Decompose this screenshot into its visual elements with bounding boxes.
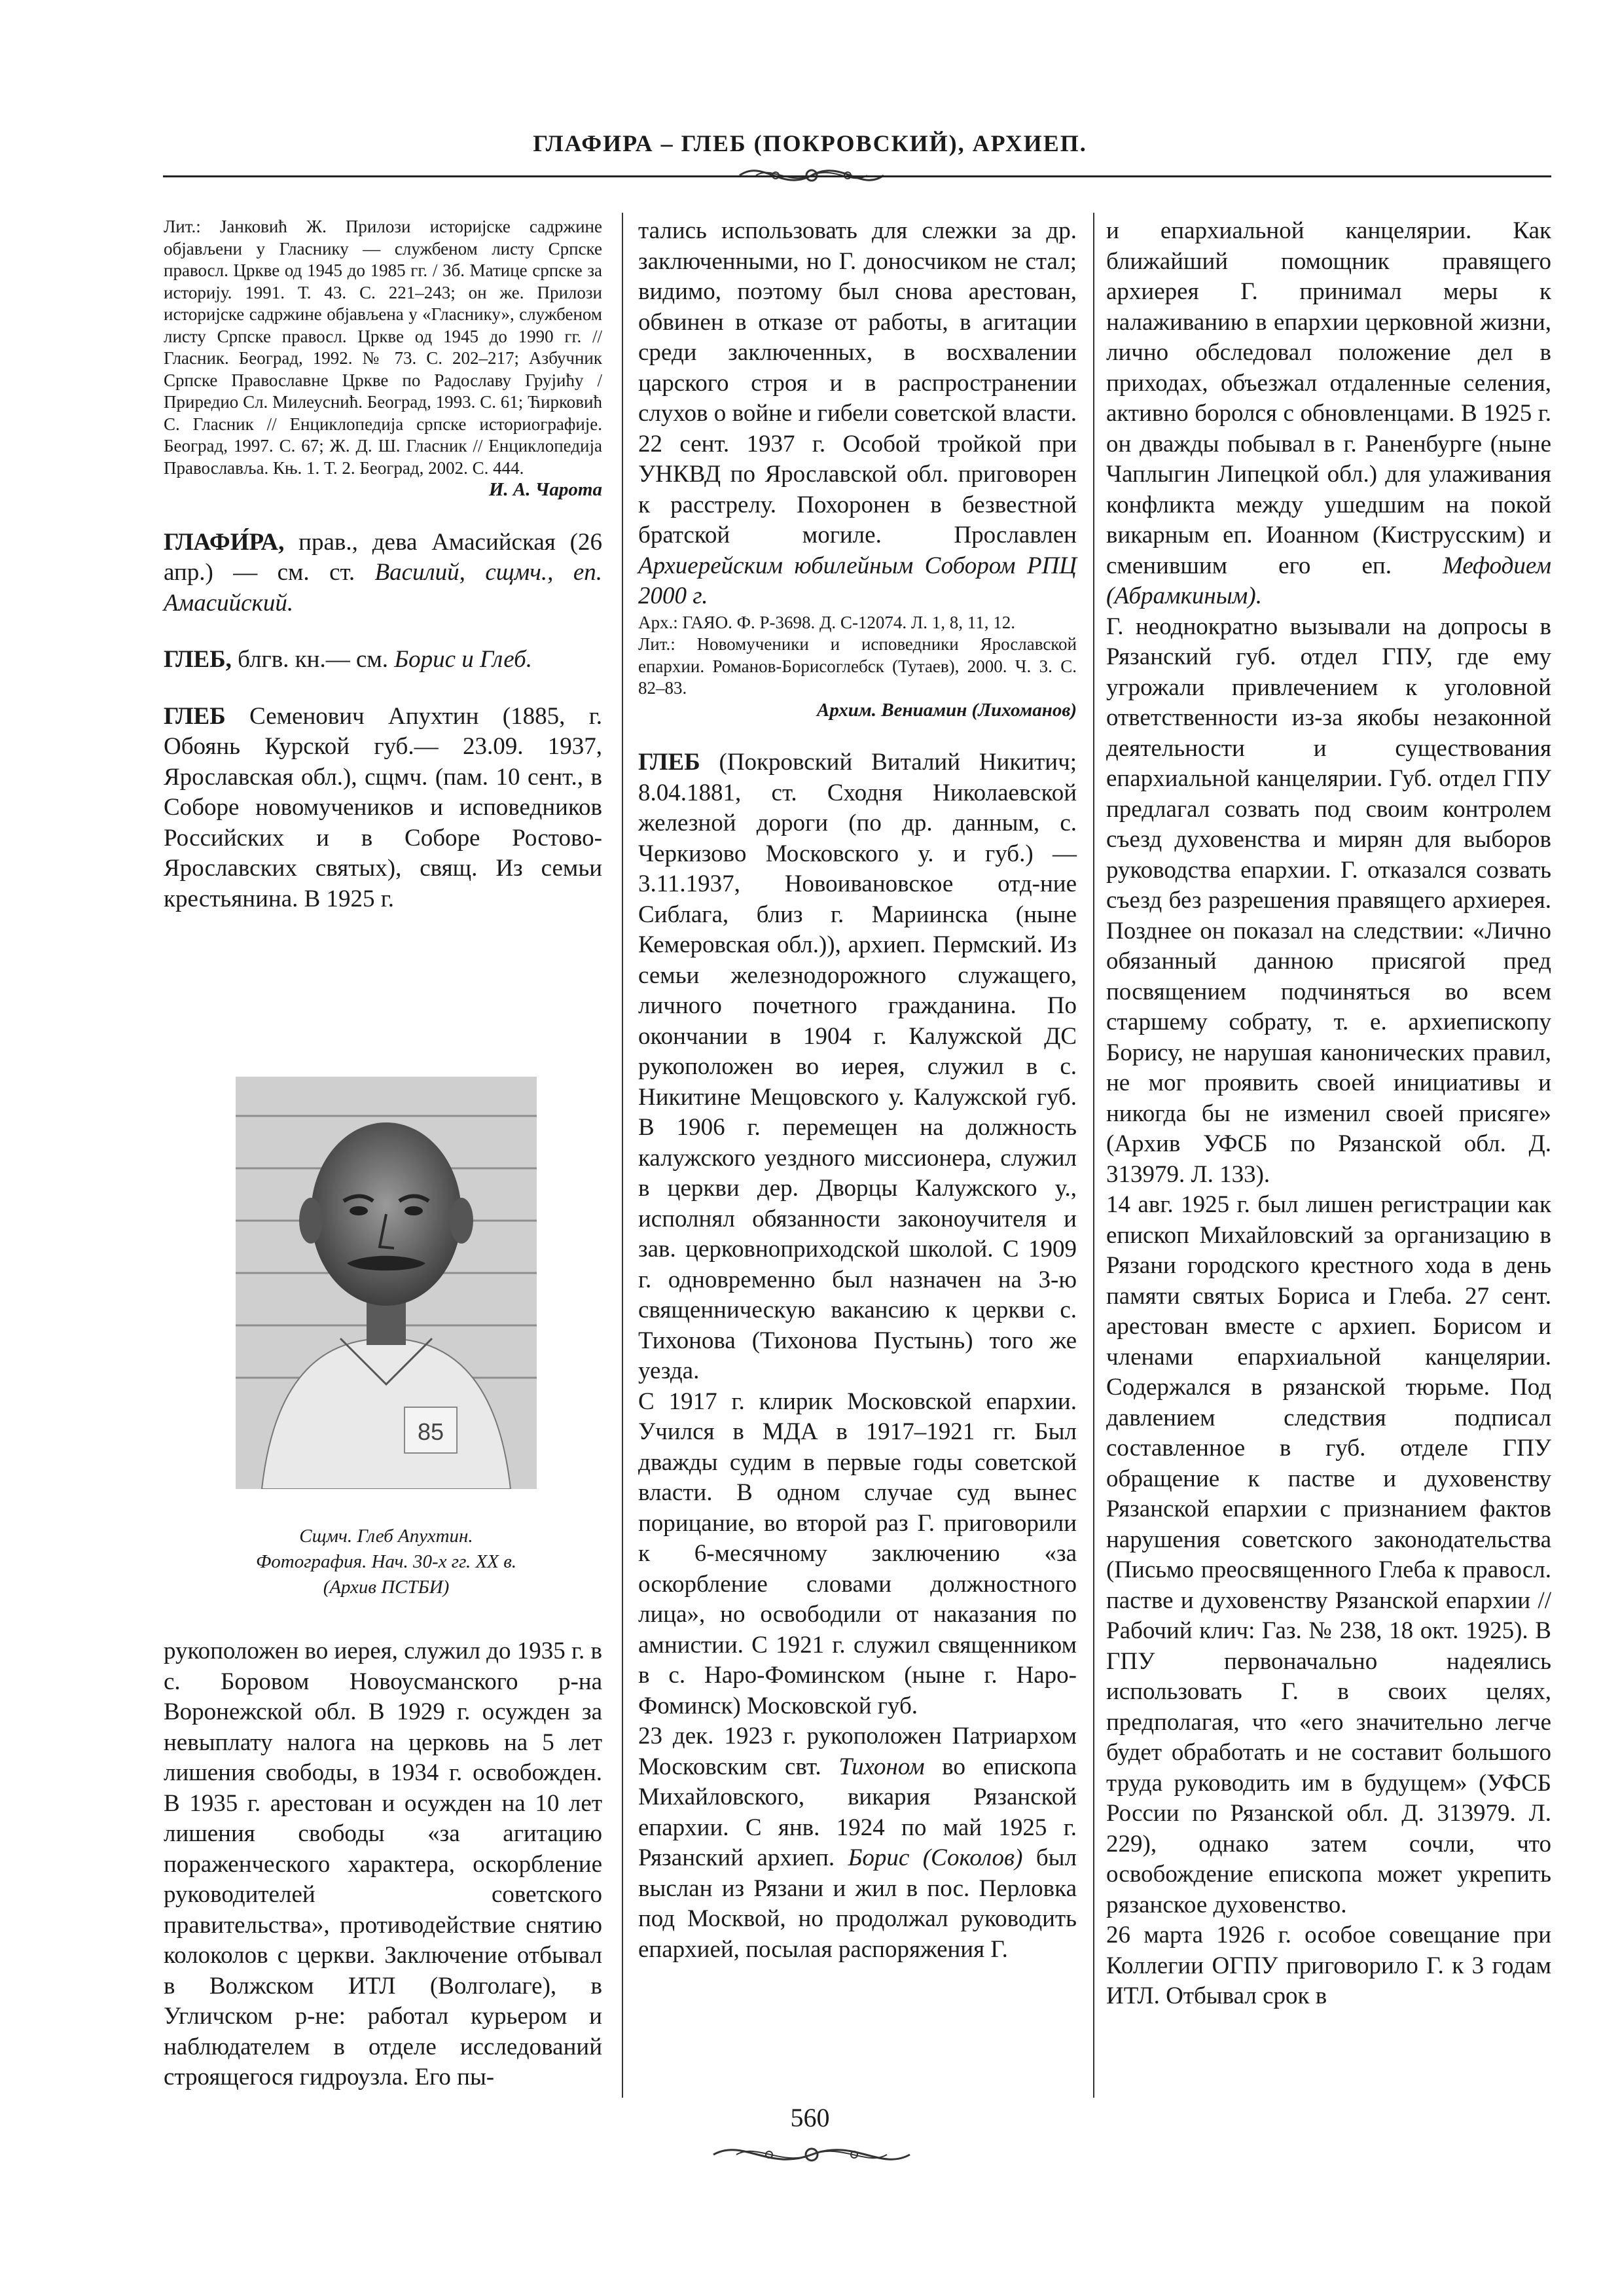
entry-text: Семенович Апухтин (1885, г. Обоянь Курской губ.— 23.09. 1937, Ярославская обл.), сщмч. (пам. 10 сент., в Соборе новомучеников и исповедников Российских и в Соборе Ростово-Ярославских святых), свящ. Из семьи крестьянина. В 1925 г. [164,702,602,912]
entry-headword: ГЛЕБ [638,749,700,776]
header-rule [163,175,1551,177]
entry-text: (Покровский Виталий Никитич; 8.04.1881, ст. Сходня Николаевской железной дороги (по др. данным, с. Черкизово Московского у. и губ.) — 3.11.1937, Новоивановское отд-ние Сиблага, близ г. Мариинска (ныне Кемеровская обл.)), архиеп. Пермский. Из семьи железнодорожного служащего, личного почетного гражданина. По окончании в 1904 г. Калужской ДС рукоположен во иерея, служил в с. Никитине Мещовского у. Калужской губ. В 1906 г. перемещен на должность калужского уездного миссионера, служил в церкви дер. Дворцы Калужского у., исполнял обязанности законоучителя и зав. церковноприходской школой. С 1909 г. одновременно был назначен на 3-ю священническую вакансию к церкви с. Тихонова (Тихонова Пустынь) того же уезда. [638,749,1077,1384]
archive-text: Арх.: ГАЯО. Ф. Р-3698. Д. С-12074. Л. 1, 8, 11, 12. [638,612,1015,632]
paragraph: Г. неоднократно вызывали на допросы в Рязанский губ. отдел ГПУ, где ему угрожали привлечением к уголовной ответственности из-за якобы незаконной деятельности и существования епархиальной канцелярии. Губ. отдел ГПУ предлагал созвать под своим контролем съезд духовенства и мирян для выборов руководства епархии. Г. отказался созвать съезд без разрешения правящего архиерея. Позднее он показал на следствии: «Лично обязанный данною присягой пред посвящением подчиняться во всем старшему собрату, т. е. архиепископу Борису, не нарушая канонических правил, не мог проявить своей инициативы и никогда бы не изменил своей присяге» (Архив УФСБ по Рязанской обл. Д. 313979. Л. 133). [1106,613,1551,1188]
apukhtin-continuation: рукоположен во иерея, служил до 1935 г. в с. Боровом Новоусманского р-на Воронежской обл. В 1929 г. осужден за невыплату налога на церковь на 5 лет лишения свободы, в 1934 г. освобожден. В 1935 г. арестован и осужден на 10 лет лишения свободы «за агитацию пораженческого характера, оскорбление руководителей советского правительства», противодействие снятию колоколов с церкви. Заключение отбывал в Волжском ИТЛ (Волголаге), в Угличском р-не: работал курьером и наблюдателем в отделе исследований строящегося гидроузла. Его пы- [164,1638,602,2090]
running-title: ГЛАФИРА – ГЛЕБ (ПОКРОВСКИЙ), АРХИЕП. [533,130,1087,156]
paragraph-italic: Архиерейским юбилейным Собором РПЦ 2000 г. [638,552,1077,609]
entry-headword: ГЛАФИ́РА, [164,528,285,556]
column-divider-1 [622,213,623,2098]
paragraph-italic: Борис (Соколов) [848,1844,1023,1871]
paragraph [638,1721,1077,1965]
paragraph: 26 марта 1926 г. особое совещание при Коллегии ОГПУ приговорило Г. к 3 годам ИТЛ. Отбывал срок в [1106,1922,1551,2009]
literature-text: Лит.: Новомученики и исповедники Ярославской епархии. Романов-Борисоглебск (Тутаев), 2000. Ч. 3. С. 82–83. [638,634,1077,698]
column-divider-2 [1093,213,1094,2098]
footer-ornament [710,2135,913,2174]
paragraph: С 1917 г. клирик Московской епархии. Учился в МДА в 1917–1921 гг. Был дважды судим в первые годы советской власти. В одном случае суд вынес порицание, во второй раз Г. приговорили к 6-месячному заключению «за оскорбление словами должностного лица», но освободили от наказания по амнистии. С 1921 г. служил священником в с. Наро-Фоминском (ныне г. Наро-Фоминск) Московской губ. [638,1388,1077,1719]
caption-line-1: Сщмч. Глеб Апухтин. [299,1526,473,1547]
entry-gleb-apukhtin [164,702,602,915]
caption-line-2: Фотография. Нач. 30-х гг. XX в. [255,1551,517,1572]
entry-gleb-saint [164,645,602,675]
paragraph-italic: Мефодием (Абрамкиным). [1106,552,1551,609]
entry-text: блгв. кн.— см. [231,646,395,673]
paragraph-text: 23 дек. 1923 г. рукоположен Патриархом Московским свт. [638,1723,1077,1780]
entry-gleb-pokrovsky [638,747,1077,1387]
paragraph [1106,216,1551,612]
paragraph-text: и епархиальной канцелярии. Как ближайший помощник правящего архиерея Г. принимал меры к налаживанию в епархии церковной жизни, лично обследовал положение дел в приходах, объезжал отдаленные селения, активно боролся с обновленцами. В 1925 г. он дважды побывал в г. Раненбурге (ныне Чаплыгин Липецкой обл.) для улаживания конфликта между ушедшим на покой викарным еп. Иоанном (Киструсским) и сменившим его еп. [1106,217,1551,579]
photo-number: 85 [417,1418,444,1445]
entry-headword: ГЛЕБ, [164,646,232,673]
author-signature: Архим. Вениамин (Лихоманов) [817,699,1077,721]
entry-reference: Борис и Глеб. [394,646,532,673]
paragraph-text: тались использовать для слежки за др. заключенными, но Г. доносчиком не стал; видимо, поэтому был снова арестован, обвинен в отказе от работы, в агитации среди заключенных, в восхвалении царского строя и в распространении слухов о войне и гибели советской власти. 22 сент. 1937 г. Особой тройкой при УНКВД по Ярославской обл. приговорен к расстрелу. Похоронен в безвестной братской могиле. Прославлен [638,217,1077,548]
author-signature: И. А. Чарота [488,479,602,500]
apukhtin-end [638,216,1077,612]
paragraph-text: во епископа Михайловского, викария Рязанской епархии. С янв. 1924 по май 1925 г. Рязанский архиеп. [638,1753,1077,1871]
entry-text: прав., дева Амасийская (26 апр.) — см. ст. [164,528,602,586]
entry-headword: ГЛЕБ [164,702,226,730]
paragraph-text: был выслан из Рязани и жил в пос. Перловка под Москвой, но продолжал руководить епархией, посылая распоряжения Г. [638,1844,1077,1963]
photo-caption [196,1524,576,1600]
sources-block [638,612,1077,722]
column-1-continuation [164,1636,602,2093]
entry-glafira [164,528,602,619]
caption-line-3: (Архив ПСТБИ) [323,1577,450,1598]
literature-block [164,216,602,501]
entry-reference: Василий, сщмч., еп. Амасийский. [164,559,602,617]
paragraph: 14 авг. 1925 г. был лишен регистрации как епископ Михайловский за организацию в Рязани городского крестного хода в день памяти святых Бориса и Глеба. 27 сент. арестован вместе с архиеп. Борисом и членами епархиальной канцелярии. Содержался в рязанской тюрьме. Под давлением следствия подписал составленное в губ. отделе ГПУ обращение к пастве и духовенству Рязанской епархии с признанием фактов нарушения советского законодательства (Письмо преосвященного Глеба к правосл. пастве и духовенству Рязанской епархии // Рабочий клич: Газ. № 238, 18 окт. 1925). В ГПУ первоначально надеялись использовать Г. в своих целях, предполагая, что «его значительно легче будет обработать и не составит большого труда руководить им в будущем» (УФСБ России по Рязанской обл. Д. 313979. Л. 229), однако затем сочли, что освобождение епископа может укрепить рязанское духовенство. [1106,1191,1551,1918]
column-1 [164,216,602,914]
page-number: 560 [790,2103,830,2132]
portrait-photo [236,1077,537,1489]
column-2 [638,216,1077,1965]
column-3 [1106,216,1551,2012]
literature-text: Лит.: Јанковић Ж. Прилози историјске садржине објављени у Гласнику — службеном листу Српске правосл. Цркве од 1945 до 1985 гг. / Зб. Матице српске за историју. 1991. Т. 43. С. 221–243; он же. Прилози историјске садржине објављена у «Гласнику», службеном листу Српске правосл. Цркве од 1945 до 1990 гг. // Гласник. Београд, 1992. № 73. С. 202–217; Азбучник Српске Православне Цркве по Радославу Грујићу / Приредио Сл. Милеуснић. Београд, 1993. С. 61; Ћирковић С. Гласник // Енциклопедија српске историографије. Београд, 1997. С. 67; Ж. Д. Ш. Гласник // Енциклопедија Православља. Књ. 1. Т. 2. Београд, 2002. С. 444. [164,217,602,478]
paragraph-italic: Тихоном [838,1753,925,1780]
